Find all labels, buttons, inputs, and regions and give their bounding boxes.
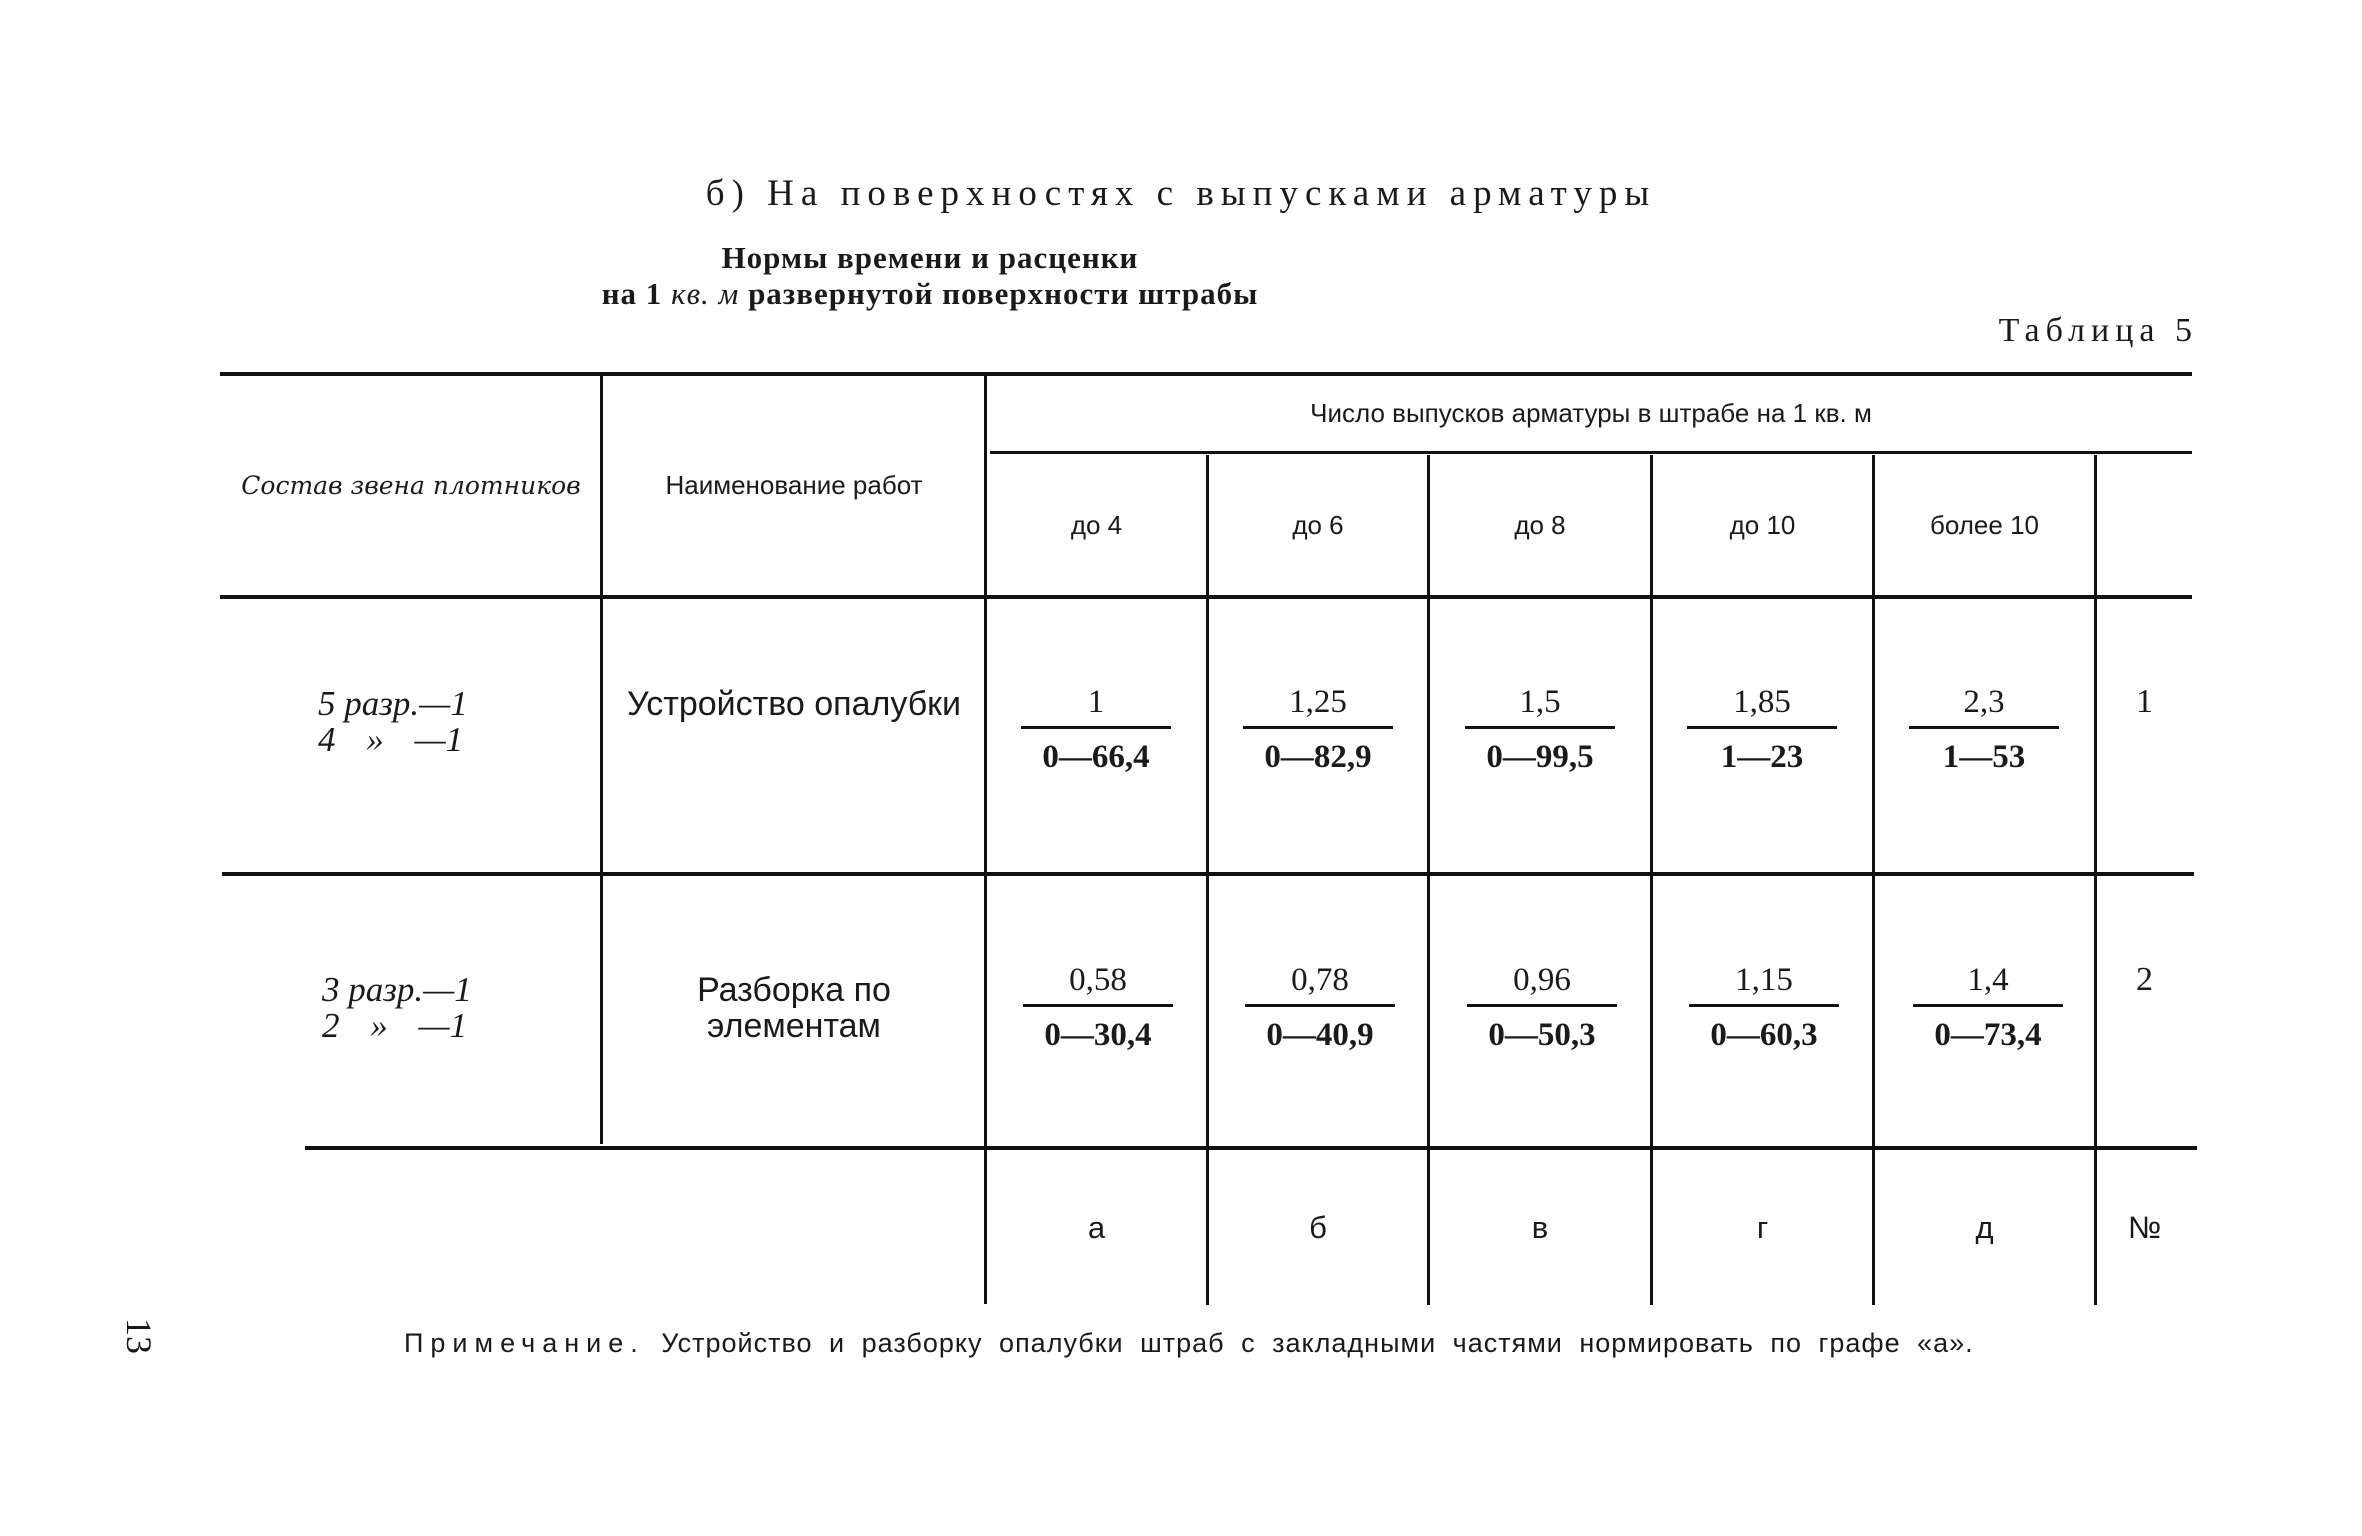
norm-price: 0—40,9 <box>1266 1017 1374 1053</box>
fraction-bar <box>1243 726 1393 729</box>
row1-col5-norm <box>1904 680 2064 777</box>
fraction-bar <box>1465 726 1615 729</box>
header-col-2: до 6 <box>1292 509 1344 540</box>
norm-time: 1,5 <box>1519 684 1561 720</box>
row2-crew <box>322 972 472 1044</box>
norm-time: 0,96 <box>1513 962 1571 998</box>
footnote-label: Примечание. <box>404 1328 645 1358</box>
norm-price: 1—53 <box>1942 739 2026 775</box>
fraction-bar <box>1909 726 2059 729</box>
norm-time: 0,58 <box>1069 962 1127 998</box>
number-column-label: № <box>2127 1209 2162 1245</box>
table-heading-line2 <box>0 276 1860 312</box>
row1-col3-norm <box>1460 680 1620 777</box>
col-divider-crew-work <box>600 374 603 1144</box>
norm-time: 1 <box>1087 684 1105 720</box>
page-number: 13 <box>119 1318 159 1354</box>
fraction-bar <box>1467 1004 1617 1007</box>
fraction-bar <box>1689 1004 1839 1007</box>
fraction-bar <box>1021 726 1171 729</box>
row1-crew-line2: 4 » —1 <box>318 720 464 759</box>
row2-number: 2 <box>2136 961 2153 998</box>
row1-crew <box>318 686 468 758</box>
row1-number: 1 <box>2136 683 2153 720</box>
fraction-bar <box>1913 1004 2063 1007</box>
header-crew: Состав звена плотников <box>241 471 581 500</box>
table-number: Таблица 5 <box>1998 312 2198 349</box>
row2-col4-norm <box>1684 958 1844 1055</box>
norm-price: 0—73,4 <box>1934 1017 2042 1053</box>
row2-crew-line1: 3 разр.—1 <box>322 970 472 1009</box>
fraction-bar <box>1687 726 1837 729</box>
header-work: Наименование работ <box>665 470 923 500</box>
footnote <box>404 1328 1974 1359</box>
row2-col2-norm <box>1240 958 1400 1055</box>
norm-price: 0—50,3 <box>1488 1017 1596 1053</box>
table-heading-line1: Нормы времени и расценки <box>721 240 1139 275</box>
header-group: Число выпусков арматуры в штрабе на 1 кв. м <box>1310 398 1872 428</box>
norm-price: 0—82,9 <box>1264 739 1372 775</box>
header-col-5: более 10 <box>1929 509 2039 540</box>
row1-crew-line1: 5 разр.—1 <box>318 684 468 723</box>
norm-price: 0—60,3 <box>1710 1017 1818 1053</box>
norm-time: 1,4 <box>1967 962 2009 998</box>
heading-post: развернутой поверхности штрабы <box>739 276 1259 311</box>
fraction-bar <box>1245 1004 1395 1007</box>
norm-time: 2,3 <box>1963 684 2005 720</box>
norm-time: 1,15 <box>1735 962 1793 998</box>
header-col-3: до 8 <box>1514 509 1566 540</box>
row2-col3-norm <box>1462 958 1622 1055</box>
footnote-text: Устройство и разборку опалубки штраб с закладными частями нормировать по графе «а». <box>661 1328 1974 1358</box>
group-header-rule <box>990 451 2192 454</box>
row2-work-line1: Разборка по <box>697 971 891 1009</box>
norm-price: 0—30,4 <box>1044 1017 1152 1053</box>
row2-col5-norm <box>1908 958 2068 1055</box>
col-letter-d: д <box>1975 1209 1994 1245</box>
header-col-1: до 4 <box>1070 509 1123 540</box>
norm-time: 0,78 <box>1291 962 1349 998</box>
row1-col2-norm <box>1238 680 1398 777</box>
row2-work-line2: элементам <box>707 1007 881 1045</box>
row2-work <box>605 972 983 1044</box>
norm-price: 0—99,5 <box>1486 739 1594 775</box>
col-letter-a: а <box>1087 1209 1106 1245</box>
row2-col1-norm <box>1018 958 1178 1055</box>
norm-price: 0—66,4 <box>1042 739 1150 775</box>
col-letter-g: г <box>1756 1209 1769 1245</box>
col-letter-b: б <box>1309 1209 1327 1245</box>
norm-time: 1,85 <box>1733 684 1791 720</box>
norm-time: 1,25 <box>1289 684 1347 720</box>
col-letter-v: в <box>1531 1209 1549 1245</box>
heading-pre: на 1 <box>601 276 672 311</box>
row1-col1-norm <box>1016 680 1176 777</box>
fraction-bar <box>1023 1004 1173 1007</box>
heading-unit: кв. м <box>671 276 740 311</box>
row1-work: Устройство опалубки <box>626 685 962 723</box>
section-subtitle: б) На поверхностях с выпусками арматуры <box>705 173 1657 214</box>
norm-price: 1—23 <box>1720 739 1804 775</box>
header-col-4: до 10 <box>1729 509 1796 540</box>
row2-crew-line2: 2 » —1 <box>322 1006 468 1045</box>
row1-col4-norm <box>1682 680 1842 777</box>
